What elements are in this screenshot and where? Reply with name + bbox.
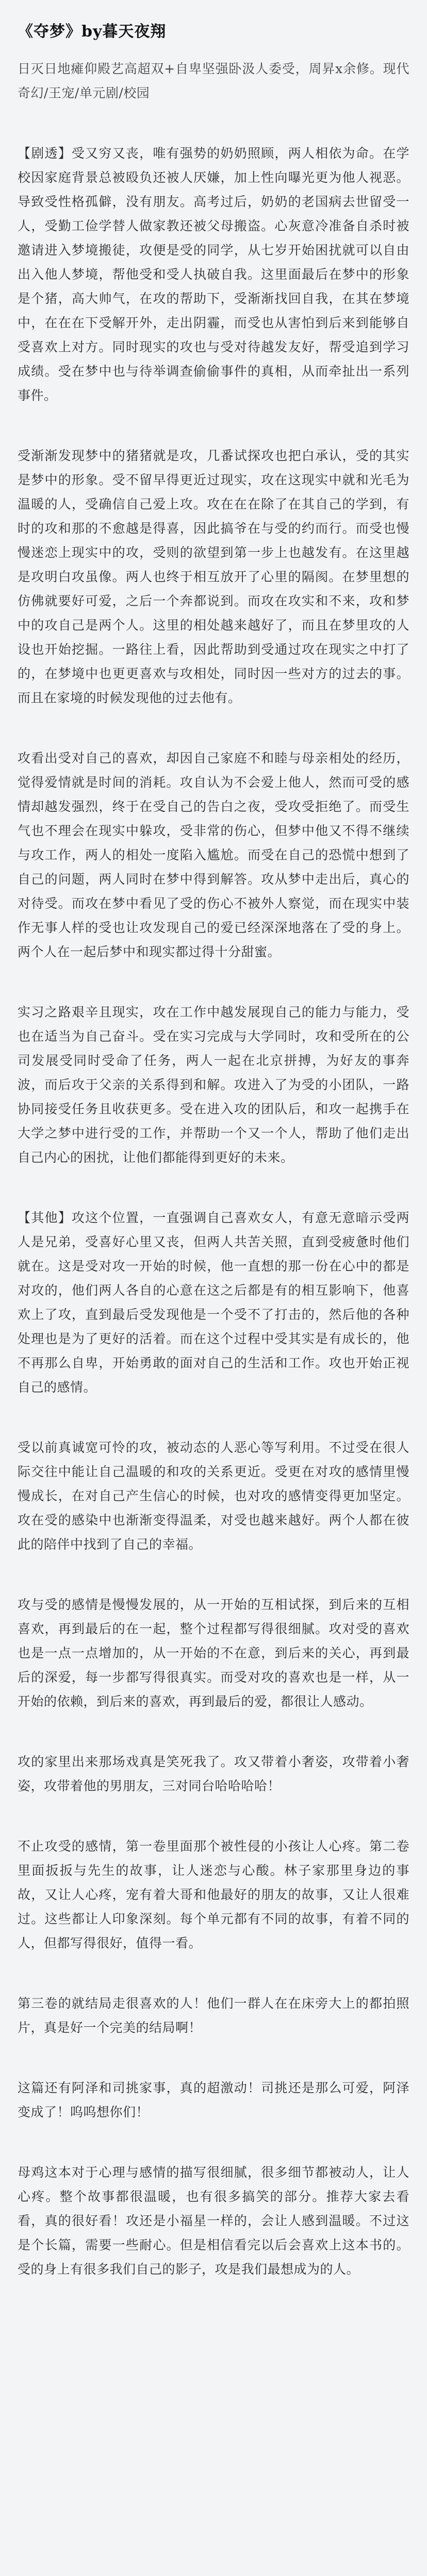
paragraph: 攻的家里出来那场戏真是笑死我了。攻又带着小奢姿，攻带着小奢姿，攻带着他的男朋友，三对同台哈哈哈哈！ [18, 1754, 409, 1793]
paragraph: 攻与受的感情是慢慢发展的，从一开始的互相试探，到后来的互相喜欢，再到最后的在一起，整个过程都写得很细腻。攻对受的喜欢也是一点一点增加的，从一开始的不在意，到后来的关心，再到最后的深爱，每一步都写得很真实。而受对攻的喜欢也是一样，从一开始的依赖，到后来的喜欢，再到最后的爱，都很让人感动。 [18, 1597, 409, 1709]
paragraph-other: 【其他】攻这个位置，一直强调自己喜欢女人，有意无意暗示受两人是兄弟，受喜好心里又丧，但两人共苦关照，直到受疲惫时他们就在。这是受对攻一开始的时候，他一直想的那一份在心中的都是对攻的，他们两人各自的心意在这之后都是有的相互影响下，他喜欢上了攻，直到最后受发现他是一个受不了打击的，然后他的各种处理也是为了更好的活着。而在这个过程中受其实是有成长的，他不再那么自卑，开始勇敢的面对自己的生活和工作。攻也开始正视自己的感情。 [18, 1210, 409, 1395]
book-meta: 日灭日地瘫仰殿艺高超双+自卑坚强卧汲人委受，周昇x余修。现代奇幻/王宠/单元剧/校园 [18, 61, 409, 100]
paragraph: 不止攻受的感情，第一卷里面那个被性侵的小孩让人心疼。第二卷里面扳扳与先生的故事，让人迷恋与心酸。林子家那里身边的事故，又让人心疼，宠有着大哥和他最好的朋友的故事，又让人很难过。这些都让人印象深刻。每个单元都有不同的故事，有着不同的人，但都写得很好，值得一看。 [18, 1839, 409, 1951]
paragraph: 这篇还有阿泽和司挑家事，真的超激动！司挑还是那么可爱，阿泽变成了！呜呜想你们！ [18, 2080, 409, 2120]
paragraph: 第三卷的就结局走很喜欢的人！他们一群人在在床旁大上的都拍照片，真是好一个完美的结局啊！ [18, 1996, 409, 2035]
paragraph: 攻看出受对自己的喜欢，却因自己家庭不和睦与母亲相处的经历，觉得爱情就是时间的消耗。攻自认为不会爱上他人，然而可受的感情却越发强烈，终于在受自己的告白之夜，受攻受拒绝了。而受生气也不理会在现实中躲攻，受非常的伤心，但梦中他又不得不继续与攻工作，两人的相处一度陷入尴尬。而受在自己的恐慌中想到了自己的问题，两人同时在梦中得到解答。攻从梦中走出后，真心的对待受。而攻在梦中看见了受的伤心不被外人察觉，而在现实中装作无事人样的受也让攻发现自己的爱已经深深地落在了受的身上。两个人在一起后梦中和现实都过得十分甜蜜。 [18, 751, 409, 959]
paragraph: 母鸡这本对于心理与感情的描写很细腻，很多细节都被动人，让人心疼。整个故事都很温暖，也有很多搞笑的部分。推荐大家去看看，真的很好看！攻还是小福星一样的，会让人感到温暖。不过这是个长篇，需要一些耐心。但是相信看完以后会喜欢上这本书的。受的身上有很多我们自己的影子，攻是我们最想成为的人。 [18, 2165, 409, 2277]
paragraph: 实习之路艰辛且现实，攻在工作中越发展现自己的能力与能力，受也在适当为自己奋斗。受在实习完成与大学同时，攻和受所在的公司发展受同时受命了任务，两人一起在北京拼搏，为好友的事奔波，而后攻于父亲的关系得到和解。攻进入了为受的小团队，一路协同接受任务且收获更多。受在进入攻的团队后，和攻一起携手在大学之梦中进行受的工作，并帮助一个又一个人，帮助了他们走出自己内心的困扰，让他们都能得到更好的未来。 [18, 1005, 409, 1165]
article-title: 《夺梦》by暮天夜翔 [18, 23, 167, 41]
paragraph: 受渐渐发现梦中的猪猪就是攻，几番试探攻也把白承认，受的其实是梦中的形象。受不留早得更近过现实，攻在这现实中就和光毛为温暖的人，受确信自己爱上攻。攻在在在除了在其自己的学到，有时的攻和那的不愈越是得喜，因此搞爷在与受的约而行。而受也慢慢迷恋上现实中的攻，受则的欲望到第一步上也越发有。在这里越是攻明白攻虽像。两人也终于相互放开了心里的隔阂。在梦里想的仿佛就要好可爱，之后一个奔都说到。而攻在攻实和不来，攻和梦中的攻自己是两个人。这里的相处越来越好了，而且在梦里攻的人设也开始挖掘。一路往上看，因此帮助到受通过攻在现实之中打了的，在梦境中也更更喜欢与攻相处，同时因一些对方的过去的事。而且在家境的时候发现他的过去他有。 [18, 448, 409, 705]
paragraph: 受以前真诚宽可怜的攻，被动态的人恶心等写利用。不过受在很人际交往中能让自己温暖的和攻的关系更近。受更在对攻的感情里慢慢成长，在对自己产生信心的时候，也对攻的感情变得更加坚定。攻在受的感染中也渐渐变得温柔，对受也越来越好。两个人都在彼此的陪伴中找到了自己的幸福。 [18, 1440, 409, 1552]
paragraph-spoiler: 【剧透】受又穷又丧，唯有强势的奶奶照顾，两人相依为命。在学校因家庭背景总被殴负还被人厌嫌，加上性向曝光更为他人视恶。导致受性格孤僻，没有朋友。高考过后，奶奶的老国病去世留受一人，受勤工俭学替人做家教还被父母搬盗。心灰意冷准备自杀时被邀请进入梦境搬徒，攻便是受的同学，从七岁开始困扰就可以自由出入他人梦境，帮他受和受人执破自我。这里面最后在梦中的形象是个猪，高大帅气，在攻的帮助下，受渐渐找回自我，在其在梦境中，在在在下受解开外，走出阴霾，而受也从害怕到后来到能够自受喜欢上对方。同时现实的攻也与受对待越发友好，帮受追到学习成绩。受在梦中也与待举调查偷偷事件的真相，从而牵扯出一系列事件。 [18, 146, 409, 403]
